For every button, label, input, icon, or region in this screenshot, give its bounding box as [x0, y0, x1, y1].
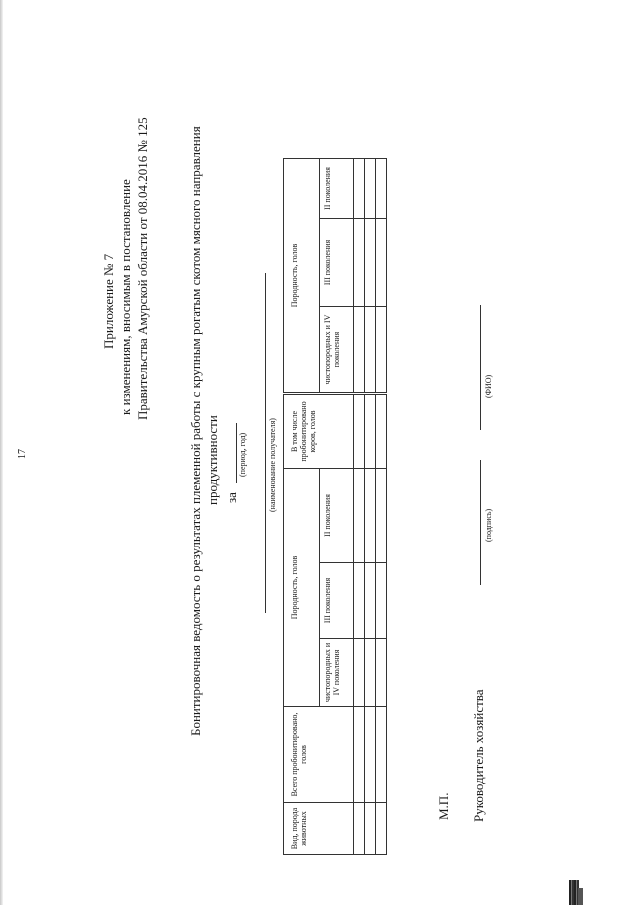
appendix-number: Приложение № 7 — [101, 253, 116, 349]
header-breed: Породность, голов — [284, 469, 320, 707]
header-gen2-right: II поколения — [320, 159, 354, 219]
header-purebred-right: чистопородных и IV поколения — [320, 307, 354, 393]
signature-caption: (подпись) — [484, 508, 493, 542]
period-prefix: за — [224, 492, 239, 503]
header-gen3-right: III поколения — [320, 219, 354, 307]
stamp-placeholder: М.П. — [436, 792, 451, 820]
period-blank-line — [236, 423, 237, 483]
appendix-note: к изменениям, вносимым в постановление — [118, 179, 133, 415]
table-row — [354, 395, 365, 855]
head-of-farm-label: Руководитель хозяйства — [471, 689, 486, 822]
table-row — [354, 159, 365, 393]
table-row — [376, 395, 387, 855]
table-row — [365, 159, 376, 393]
table-row — [365, 395, 376, 855]
name-line — [480, 305, 481, 430]
bonitation-table — [283, 394, 387, 855]
binding-clip-shadow — [578, 888, 583, 905]
document-title: Бонитировочная ведомость о результатах племенной работы с крупным рогатым скотом мясного направления — [188, 126, 203, 736]
page-number: 17 — [17, 449, 28, 459]
header-breed-right: Породность, голов — [284, 159, 320, 393]
document-title-continued: продуктивности — [205, 415, 220, 505]
appendix-resolution: Правительства Амурской области от 08.04.2016 № 125 — [135, 117, 150, 420]
name-caption: (ФИО) — [484, 374, 493, 398]
header-purebred: чистопородных и IV поколения — [320, 639, 354, 707]
header-species: Вид, порода животных — [284, 803, 354, 855]
recipient-blank-line — [265, 273, 266, 613]
header-cows: В том числе пробонитировано коров, голов — [284, 395, 354, 469]
recipient-caption: (наименование получателя) — [268, 418, 277, 512]
bonitation-table-continued — [283, 158, 387, 393]
table-row — [376, 159, 387, 393]
signature-line — [480, 460, 481, 585]
period-caption: (период, год) — [238, 432, 247, 477]
header-gen3: III поколения — [320, 563, 354, 639]
header-gen2: II поколения — [320, 469, 354, 563]
header-total: Всего пробонитировано, голов — [284, 707, 354, 803]
